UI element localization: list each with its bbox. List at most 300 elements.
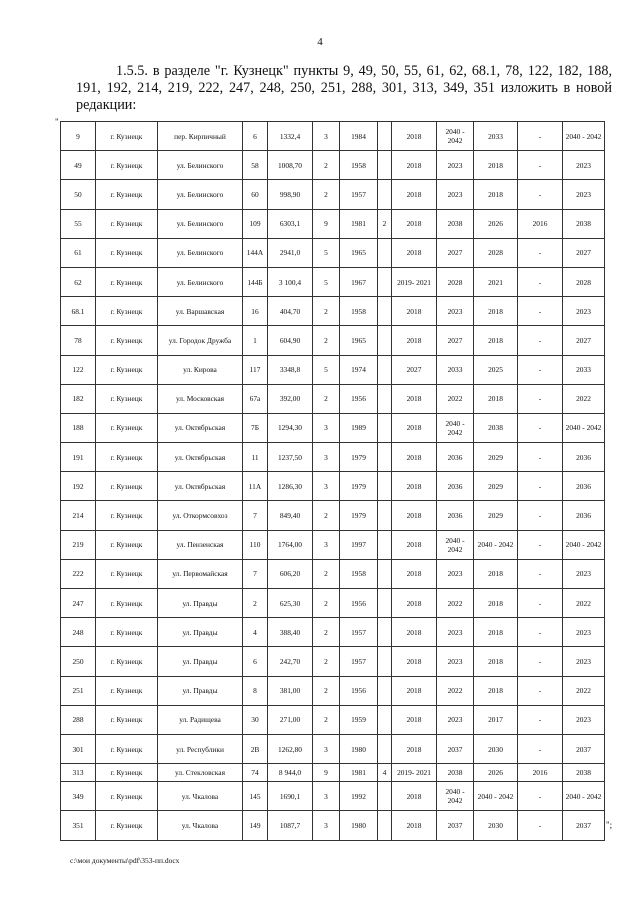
cell-year-built: 1958 xyxy=(340,559,378,588)
cell-extra xyxy=(378,782,392,811)
cell-repair-year: 2023 xyxy=(437,647,474,676)
opening-quote-mark: " xyxy=(55,117,59,127)
cell-repair-year: 2023 xyxy=(437,297,474,326)
cell-last-repair: - xyxy=(518,355,563,384)
cell-last-repair: - xyxy=(518,151,563,180)
table-row xyxy=(61,151,605,180)
cell-final-year: 2040 - 2042 xyxy=(563,122,605,151)
cell-survey-year: 2018 xyxy=(474,647,518,676)
cell-settlement: г. Кузнецк xyxy=(96,472,158,501)
cell-floors: 2 xyxy=(313,618,340,647)
cell-survey-year: 2030 xyxy=(474,734,518,763)
cell-settlement: г. Кузнецк xyxy=(96,209,158,238)
cell-item-number: 78 xyxy=(61,326,96,355)
cell-last-repair: - xyxy=(518,267,563,296)
cell-floors: 3 xyxy=(313,530,340,559)
cell-extra xyxy=(378,297,392,326)
cell-final-year: 2023 xyxy=(563,151,605,180)
cell-item-number: 219 xyxy=(61,530,96,559)
cell-house-number: 4 xyxy=(243,618,268,647)
cell-area: 381,00 xyxy=(268,676,313,705)
cell-survey-year: 2018 xyxy=(474,676,518,705)
cell-survey-year: 2040 - 2042 xyxy=(474,782,518,811)
cell-period-start: 2018 xyxy=(392,734,437,763)
table-row xyxy=(61,443,605,472)
cell-final-year: 2036 xyxy=(563,501,605,530)
cell-street: ул. Чкалова xyxy=(158,811,243,840)
cell-repair-year: 2040 - 2042 xyxy=(437,530,474,559)
cell-extra xyxy=(378,180,392,209)
cell-period-start: 2018 xyxy=(392,530,437,559)
cell-final-year: 2040 - 2042 xyxy=(563,782,605,811)
table-row xyxy=(61,530,605,559)
cell-house-number: 6 xyxy=(243,122,268,151)
cell-repair-year: 2040 - 2042 xyxy=(437,122,474,151)
cell-item-number: 214 xyxy=(61,501,96,530)
cell-area: 404,70 xyxy=(268,297,313,326)
cell-last-repair: - xyxy=(518,647,563,676)
cell-settlement: г. Кузнецк xyxy=(96,326,158,355)
cell-item-number: 288 xyxy=(61,705,96,734)
cell-item-number: 61 xyxy=(61,238,96,267)
cell-period-start: 2019- 2021 xyxy=(392,764,437,782)
cell-last-repair: - xyxy=(518,676,563,705)
table-row xyxy=(61,559,605,588)
cell-house-number: 144А xyxy=(243,238,268,267)
cell-extra xyxy=(378,618,392,647)
table-row xyxy=(61,384,605,413)
cell-final-year: 2023 xyxy=(563,180,605,209)
cell-area: 1237,50 xyxy=(268,443,313,472)
cell-street: ул. Белинского xyxy=(158,209,243,238)
cell-last-repair: - xyxy=(518,618,563,647)
cell-year-built: 1956 xyxy=(340,384,378,413)
cell-street: ул. Варшавская xyxy=(158,297,243,326)
cell-extra xyxy=(378,151,392,180)
cell-item-number: 192 xyxy=(61,472,96,501)
table-row xyxy=(61,122,605,151)
cell-survey-year: 2038 xyxy=(474,413,518,442)
cell-settlement: г. Кузнецк xyxy=(96,530,158,559)
cell-floors: 5 xyxy=(313,267,340,296)
cell-item-number: 188 xyxy=(61,413,96,442)
cell-street: ул. Белинского xyxy=(158,180,243,209)
cell-item-number: 50 xyxy=(61,180,96,209)
cell-floors: 2 xyxy=(313,676,340,705)
cell-area: 271,00 xyxy=(268,705,313,734)
cell-floors: 2 xyxy=(313,151,340,180)
cell-settlement: г. Кузнецк xyxy=(96,647,158,676)
cell-survey-year: 2018 xyxy=(474,618,518,647)
cell-floors: 5 xyxy=(313,238,340,267)
cell-repair-year: 2037 xyxy=(437,811,474,840)
cell-house-number: 109 xyxy=(243,209,268,238)
cell-settlement: г. Кузнецк xyxy=(96,413,158,442)
table-row xyxy=(61,734,605,763)
cell-extra xyxy=(378,384,392,413)
cell-period-start: 2018 xyxy=(392,297,437,326)
cell-house-number: 117 xyxy=(243,355,268,384)
cell-period-start: 2018 xyxy=(392,647,437,676)
cell-period-start: 2018 xyxy=(392,209,437,238)
cell-repair-year: 2036 xyxy=(437,472,474,501)
cell-year-built: 1957 xyxy=(340,180,378,209)
cell-settlement: г. Кузнецк xyxy=(96,764,158,782)
cell-street: ул. Белинского xyxy=(158,151,243,180)
cell-street: ул. Откормсовхоз xyxy=(158,501,243,530)
cell-area: 1087,7 xyxy=(268,811,313,840)
cell-survey-year: 2018 xyxy=(474,384,518,413)
cell-street: ул. Радищева xyxy=(158,705,243,734)
table-row xyxy=(61,676,605,705)
cell-item-number: 349 xyxy=(61,782,96,811)
cell-house-number: 60 xyxy=(243,180,268,209)
cell-house-number: 2 xyxy=(243,589,268,618)
cell-repair-year: 2038 xyxy=(437,209,474,238)
cell-settlement: г. Кузнецк xyxy=(96,238,158,267)
cell-survey-year: 2029 xyxy=(474,501,518,530)
cell-repair-year: 2022 xyxy=(437,589,474,618)
table-row xyxy=(61,355,605,384)
cell-year-built: 1965 xyxy=(340,326,378,355)
cell-extra xyxy=(378,676,392,705)
cell-area: 1286,30 xyxy=(268,472,313,501)
cell-floors: 3 xyxy=(313,811,340,840)
table-row xyxy=(61,267,605,296)
table-row xyxy=(61,764,605,782)
cell-floors: 2 xyxy=(313,501,340,530)
cell-settlement: г. Кузнецк xyxy=(96,811,158,840)
cell-floors: 5 xyxy=(313,355,340,384)
cell-floors: 2 xyxy=(313,326,340,355)
cell-street: ул. Пензенская xyxy=(158,530,243,559)
cell-house-number: 149 xyxy=(243,811,268,840)
cell-year-built: 1997 xyxy=(340,530,378,559)
cell-survey-year: 2018 xyxy=(474,151,518,180)
cell-last-repair: - xyxy=(518,782,563,811)
cell-street: пер. Кирпичный xyxy=(158,122,243,151)
cell-street: ул. Республики xyxy=(158,734,243,763)
table-row xyxy=(61,413,605,442)
cell-survey-year: 2030 xyxy=(474,811,518,840)
cell-period-start: 2018 xyxy=(392,443,437,472)
cell-extra xyxy=(378,811,392,840)
cell-floors: 2 xyxy=(313,589,340,618)
cell-item-number: 250 xyxy=(61,647,96,676)
cell-repair-year: 2023 xyxy=(437,151,474,180)
cell-last-repair: - xyxy=(518,559,563,588)
cell-area: 998,90 xyxy=(268,180,313,209)
cell-repair-year: 2036 xyxy=(437,443,474,472)
cell-year-built: 1957 xyxy=(340,618,378,647)
cell-repair-year: 2027 xyxy=(437,326,474,355)
cell-survey-year: 2018 xyxy=(474,589,518,618)
cell-extra xyxy=(378,530,392,559)
cell-street: ул. Белинского xyxy=(158,238,243,267)
table-row xyxy=(61,297,605,326)
cell-area: 3348,8 xyxy=(268,355,313,384)
cell-settlement: г. Кузнецк xyxy=(96,559,158,588)
cell-extra xyxy=(378,326,392,355)
cell-repair-year: 2022 xyxy=(437,676,474,705)
cell-area: 1008,70 xyxy=(268,151,313,180)
cell-house-number: 11 xyxy=(243,443,268,472)
cell-last-repair: - xyxy=(518,472,563,501)
cell-period-start: 2019- 2021 xyxy=(392,267,437,296)
cell-survey-year: 2018 xyxy=(474,180,518,209)
cell-year-built: 1974 xyxy=(340,355,378,384)
cell-last-repair: 2016 xyxy=(518,209,563,238)
cell-settlement: г. Кузнецк xyxy=(96,180,158,209)
cell-settlement: г. Кузнецк xyxy=(96,618,158,647)
cell-final-year: 2033 xyxy=(563,355,605,384)
cell-area: 1332,4 xyxy=(268,122,313,151)
cell-street: ул. Первомайская xyxy=(158,559,243,588)
cell-year-built: 1965 xyxy=(340,238,378,267)
cell-floors: 2 xyxy=(313,180,340,209)
cell-item-number: 122 xyxy=(61,355,96,384)
cell-area: 6303,1 xyxy=(268,209,313,238)
cell-year-built: 1979 xyxy=(340,472,378,501)
cell-last-repair: - xyxy=(518,326,563,355)
cell-year-built: 1981 xyxy=(340,764,378,782)
cell-final-year: 2040 - 2042 xyxy=(563,413,605,442)
table-row xyxy=(61,209,605,238)
cell-final-year: 2037 xyxy=(563,811,605,840)
cell-house-number: 7 xyxy=(243,501,268,530)
cell-floors: 3 xyxy=(313,413,340,442)
cell-final-year: 2040 - 2042 xyxy=(563,530,605,559)
cell-settlement: г. Кузнецк xyxy=(96,122,158,151)
cell-period-start: 2018 xyxy=(392,782,437,811)
cell-final-year: 2022 xyxy=(563,676,605,705)
housing-register-table xyxy=(60,121,605,841)
cell-house-number: 16 xyxy=(243,297,268,326)
cell-area: 849,40 xyxy=(268,501,313,530)
cell-survey-year: 2017 xyxy=(474,705,518,734)
cell-last-repair: 2016 xyxy=(518,764,563,782)
cell-last-repair: - xyxy=(518,443,563,472)
cell-period-start: 2027 xyxy=(392,355,437,384)
cell-area: 1764,00 xyxy=(268,530,313,559)
cell-item-number: 301 xyxy=(61,734,96,763)
table-row xyxy=(61,782,605,811)
cell-house-number: 110 xyxy=(243,530,268,559)
amendment-intro-paragraph: 1.5.5. в разделе "г. Кузнецк" пункты 9, 49, 50, 55, 61, 62, 68.1, 78, 122, 182, 188, 191, 192, 214, 219, 222, 247, 248, 250, 251, 288, 301, 313, 349, 351 изложить в новой редакции: xyxy=(76,63,612,113)
cell-period-start: 2018 xyxy=(392,151,437,180)
cell-period-start: 2018 xyxy=(392,238,437,267)
cell-area: 392,00 xyxy=(268,384,313,413)
cell-item-number: 9 xyxy=(61,122,96,151)
cell-repair-year: 2040 - 2042 xyxy=(437,782,474,811)
cell-extra xyxy=(378,589,392,618)
cell-final-year: 2036 xyxy=(563,443,605,472)
cell-year-built: 1984 xyxy=(340,122,378,151)
cell-last-repair: - xyxy=(518,811,563,840)
cell-last-repair: - xyxy=(518,384,563,413)
cell-street: ул. Кирова xyxy=(158,355,243,384)
cell-final-year: 2037 xyxy=(563,734,605,763)
cell-extra xyxy=(378,734,392,763)
cell-year-built: 1958 xyxy=(340,151,378,180)
cell-repair-year: 2023 xyxy=(437,705,474,734)
cell-house-number: 67а xyxy=(243,384,268,413)
cell-survey-year: 2029 xyxy=(474,443,518,472)
cell-street: ул. Октябрьская xyxy=(158,472,243,501)
cell-area: 3 100,4 xyxy=(268,267,313,296)
cell-final-year: 2023 xyxy=(563,647,605,676)
cell-house-number: 145 xyxy=(243,782,268,811)
cell-final-year: 2023 xyxy=(563,705,605,734)
cell-settlement: г. Кузнецк xyxy=(96,297,158,326)
cell-period-start: 2018 xyxy=(392,413,437,442)
cell-floors: 2 xyxy=(313,559,340,588)
cell-year-built: 1957 xyxy=(340,647,378,676)
page-number: 4 xyxy=(317,36,323,48)
cell-area: 1690,1 xyxy=(268,782,313,811)
cell-survey-year: 2021 xyxy=(474,267,518,296)
cell-repair-year: 2023 xyxy=(437,180,474,209)
cell-extra xyxy=(378,559,392,588)
cell-street: ул. Московская xyxy=(158,384,243,413)
cell-year-built: 1959 xyxy=(340,705,378,734)
cell-year-built: 1979 xyxy=(340,501,378,530)
cell-period-start: 2018 xyxy=(392,472,437,501)
cell-house-number: 7Б xyxy=(243,413,268,442)
cell-year-built: 1981 xyxy=(340,209,378,238)
cell-survey-year: 2026 xyxy=(474,764,518,782)
cell-item-number: 248 xyxy=(61,618,96,647)
cell-year-built: 1967 xyxy=(340,267,378,296)
cell-area: 1294,30 xyxy=(268,413,313,442)
cell-final-year: 2023 xyxy=(563,618,605,647)
cell-street: ул. Октябрьская xyxy=(158,413,243,442)
cell-item-number: 222 xyxy=(61,559,96,588)
cell-floors: 2 xyxy=(313,705,340,734)
cell-period-start: 2018 xyxy=(392,122,437,151)
cell-year-built: 1956 xyxy=(340,676,378,705)
cell-street: ул. Октябрьская xyxy=(158,443,243,472)
cell-last-repair: - xyxy=(518,589,563,618)
cell-period-start: 2018 xyxy=(392,559,437,588)
table-row xyxy=(61,589,605,618)
cell-year-built: 1956 xyxy=(340,589,378,618)
cell-last-repair: - xyxy=(518,122,563,151)
cell-final-year: 2036 xyxy=(563,472,605,501)
cell-period-start: 2018 xyxy=(392,384,437,413)
cell-item-number: 55 xyxy=(61,209,96,238)
cell-settlement: г. Кузнецк xyxy=(96,782,158,811)
cell-house-number: 74 xyxy=(243,764,268,782)
cell-last-repair: - xyxy=(518,705,563,734)
cell-year-built: 1992 xyxy=(340,782,378,811)
cell-repair-year: 2023 xyxy=(437,559,474,588)
cell-floors: 2 xyxy=(313,384,340,413)
cell-final-year: 2022 xyxy=(563,384,605,413)
cell-area: 242,70 xyxy=(268,647,313,676)
cell-year-built: 1980 xyxy=(340,811,378,840)
cell-survey-year: 2028 xyxy=(474,238,518,267)
cell-repair-year: 2023 xyxy=(437,618,474,647)
cell-last-repair: - xyxy=(518,413,563,442)
cell-house-number: 144Б xyxy=(243,267,268,296)
cell-final-year: 2023 xyxy=(563,559,605,588)
cell-repair-year: 2027 xyxy=(437,238,474,267)
table-row xyxy=(61,501,605,530)
table-row xyxy=(61,472,605,501)
cell-final-year: 2038 xyxy=(563,209,605,238)
cell-extra xyxy=(378,122,392,151)
cell-repair-year: 2037 xyxy=(437,734,474,763)
cell-extra xyxy=(378,501,392,530)
cell-item-number: 351 xyxy=(61,811,96,840)
cell-repair-year: 2038 xyxy=(437,764,474,782)
cell-floors: 9 xyxy=(313,764,340,782)
table-row xyxy=(61,180,605,209)
cell-settlement: г. Кузнецк xyxy=(96,355,158,384)
cell-item-number: 313 xyxy=(61,764,96,782)
cell-last-repair: - xyxy=(518,238,563,267)
cell-survey-year: 2033 xyxy=(474,122,518,151)
cell-item-number: 191 xyxy=(61,443,96,472)
cell-item-number: 49 xyxy=(61,151,96,180)
cell-floors: 9 xyxy=(313,209,340,238)
cell-final-year: 2028 xyxy=(563,267,605,296)
cell-year-built: 1958 xyxy=(340,297,378,326)
cell-year-built: 1980 xyxy=(340,734,378,763)
table-row xyxy=(61,647,605,676)
cell-repair-year: 2040 - 2042 xyxy=(437,413,474,442)
cell-final-year: 2022 xyxy=(563,589,605,618)
cell-final-year: 2038 xyxy=(563,764,605,782)
cell-house-number: 2В xyxy=(243,734,268,763)
cell-period-start: 2018 xyxy=(392,705,437,734)
cell-repair-year: 2033 xyxy=(437,355,474,384)
cell-last-repair: - xyxy=(518,501,563,530)
cell-area: 2941,0 xyxy=(268,238,313,267)
table-row xyxy=(61,705,605,734)
cell-house-number: 1 xyxy=(243,326,268,355)
cell-area: 625,30 xyxy=(268,589,313,618)
cell-extra xyxy=(378,413,392,442)
cell-extra xyxy=(378,267,392,296)
cell-settlement: г. Кузнецк xyxy=(96,151,158,180)
cell-survey-year: 2026 xyxy=(474,209,518,238)
cell-area: 604,90 xyxy=(268,326,313,355)
cell-survey-year: 2018 xyxy=(474,297,518,326)
cell-survey-year: 2025 xyxy=(474,355,518,384)
cell-floors: 3 xyxy=(313,782,340,811)
cell-extra xyxy=(378,355,392,384)
cell-extra: 2 xyxy=(378,209,392,238)
cell-area: 388,40 xyxy=(268,618,313,647)
cell-period-start: 2018 xyxy=(392,811,437,840)
cell-survey-year: 2029 xyxy=(474,472,518,501)
cell-final-year: 2027 xyxy=(563,238,605,267)
cell-item-number: 247 xyxy=(61,589,96,618)
cell-settlement: г. Кузнецк xyxy=(96,589,158,618)
cell-settlement: г. Кузнецк xyxy=(96,267,158,296)
cell-settlement: г. Кузнецк xyxy=(96,384,158,413)
cell-final-year: 2027 xyxy=(563,326,605,355)
cell-item-number: 68.1 xyxy=(61,297,96,326)
cell-floors: 3 xyxy=(313,734,340,763)
cell-house-number: 7 xyxy=(243,559,268,588)
cell-repair-year: 2028 xyxy=(437,267,474,296)
cell-house-number: 6 xyxy=(243,647,268,676)
footer-file-path: c:\мои документы\pdf\353-пп.docx xyxy=(70,856,180,865)
cell-survey-year: 2040 - 2042 xyxy=(474,530,518,559)
